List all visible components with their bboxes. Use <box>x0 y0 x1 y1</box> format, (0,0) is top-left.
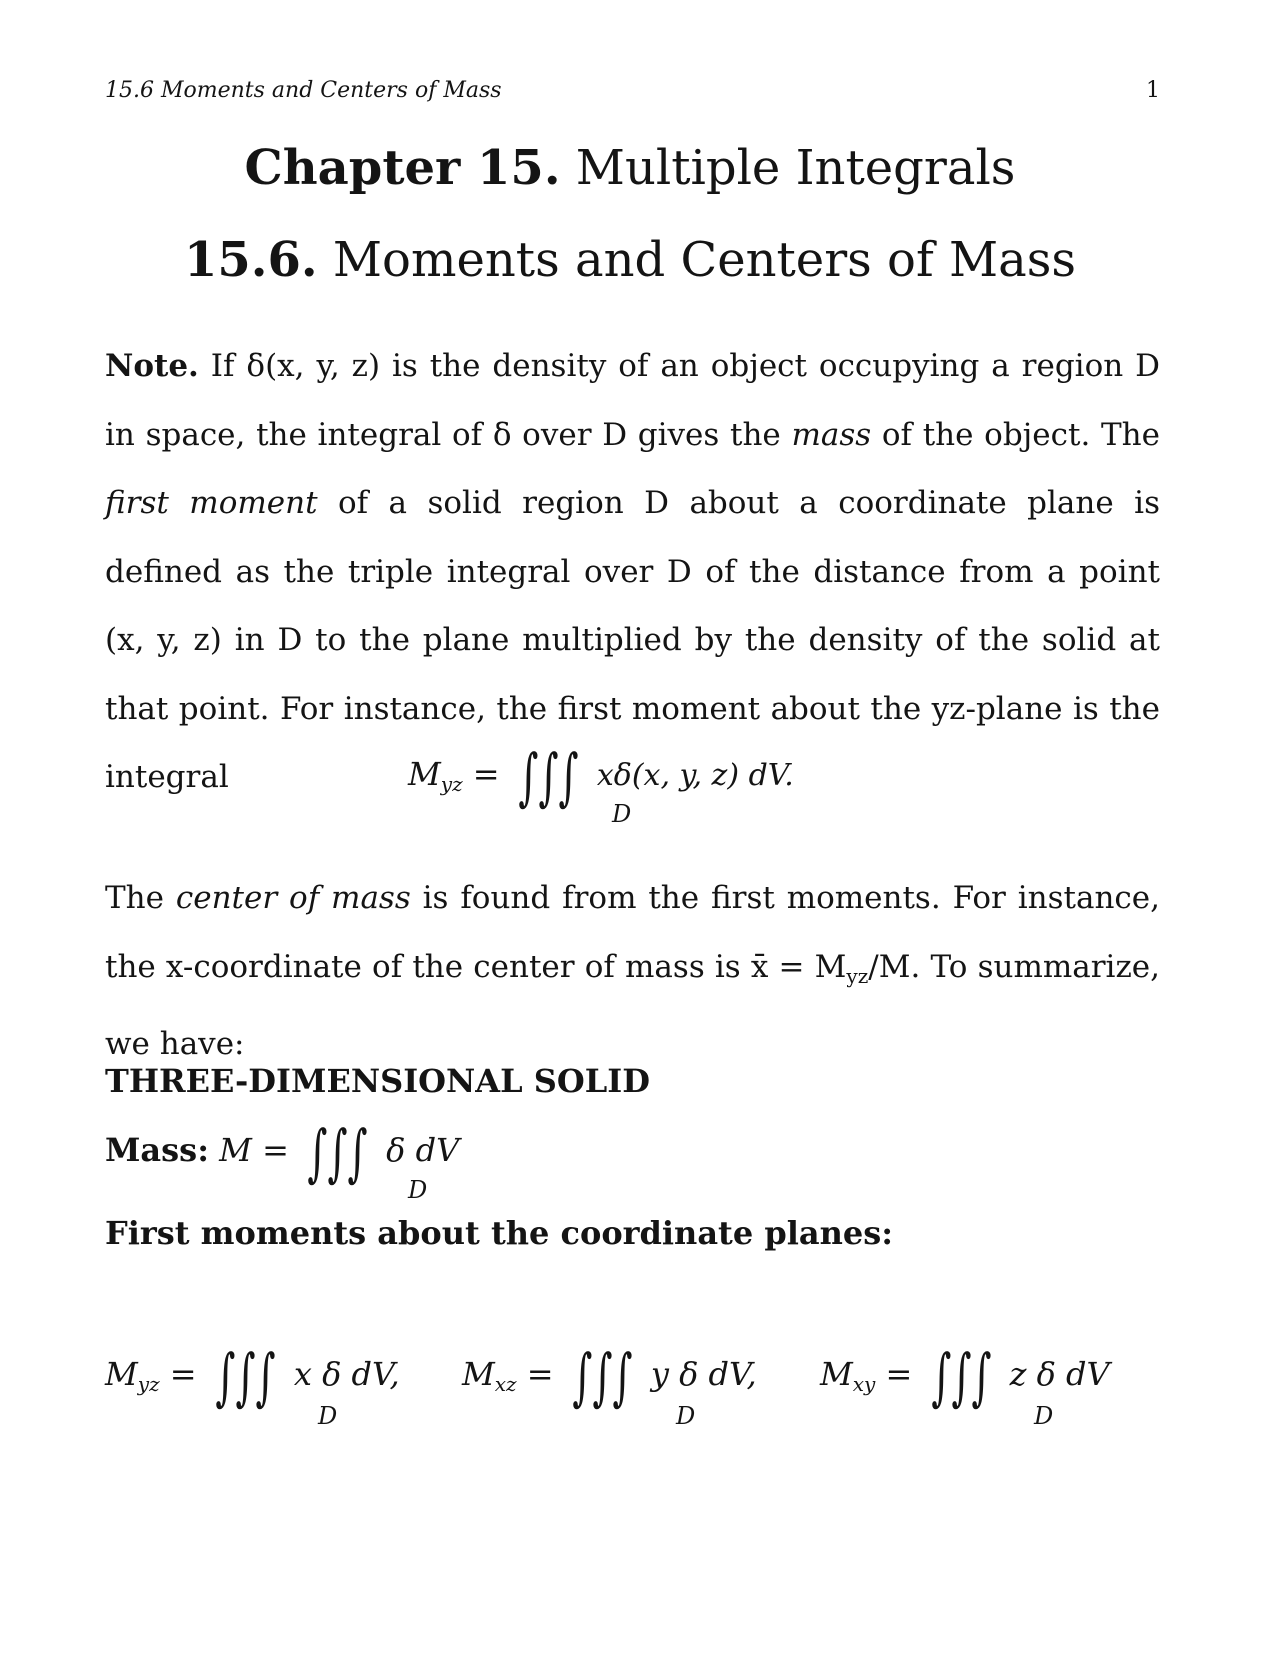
mass-equation <box>105 1116 459 1189</box>
section-name: Moments and Centers of Mass <box>332 232 1076 288</box>
mass-lhs: M = <box>219 1131 289 1169</box>
moment-yz-region: D <box>318 1402 338 1430</box>
myz-lhs-sub: yz <box>440 772 463 796</box>
page-number: 1 <box>1146 78 1160 103</box>
note-label: Note. <box>105 348 199 384</box>
moment-sub: xz <box>494 1372 517 1396</box>
center-text-1: The <box>105 880 176 916</box>
moment-integrand: y δ dV, <box>650 1355 757 1393</box>
chapter-number: Chapter 15. <box>244 140 561 196</box>
myz-equals: = <box>472 755 500 793</box>
integral-sign-icon: ∫∫∫ <box>215 1340 276 1413</box>
myz-equation <box>408 740 794 813</box>
moment-xy-region: D <box>1034 1402 1054 1430</box>
moment-integrand: z δ dV <box>1009 1355 1110 1393</box>
mass-label: Mass: <box>105 1131 209 1169</box>
moments-heading: First moments about the coordinate planes: <box>105 1214 894 1252</box>
running-header: 15.6 Moments and Centers of Mass <box>105 78 502 103</box>
integral-sign-icon: ∫∫∫ <box>572 1340 633 1413</box>
moment-integrand: x δ dV, <box>293 1355 400 1393</box>
chapter-title <box>0 140 1260 196</box>
moment-lhs: M <box>105 1355 138 1393</box>
moment-sub: xy <box>852 1372 876 1396</box>
first-moment-term: first moment <box>105 485 318 521</box>
moment-sub: yz <box>137 1372 160 1396</box>
solid-heading: THREE-DIMENSIONAL SOLID <box>105 1062 650 1100</box>
note-text-2: of the object. The <box>871 416 1160 453</box>
center-paragraph <box>105 864 1160 1079</box>
mass-term: mass <box>791 416 872 453</box>
center-sub: yz <box>846 963 869 988</box>
mass-region: D <box>408 1176 428 1204</box>
integral-sign-icon: ∫∫∫ <box>307 1116 368 1189</box>
section-number: 15.6. <box>184 232 318 288</box>
myz-region: D <box>612 800 632 828</box>
moment-lhs: M <box>462 1355 495 1393</box>
moment-yz: $M_{yz}$ = ∫∫∫ x δ dV, <box>105 1340 400 1413</box>
integral-sign-icon: ∫∫∫ <box>518 740 579 813</box>
mass-integrand: δ dV <box>386 1131 460 1169</box>
moment-xz: $M_{xz}$ = ∫∫∫ y δ dV, <box>462 1340 757 1413</box>
center-text-3: /M. To summarize, we have: <box>105 948 1160 1062</box>
moment-lhs: M <box>820 1355 853 1393</box>
note-text-1: If δ(x, y, z) is the density of an object occupying a region D in space, the integral of δ over D gives the <box>105 348 1160 453</box>
myz-integrand: xδ(x, y, z) dV. <box>596 758 794 793</box>
center-text-2: is found from the first moments. For instance, the x-coordinate of the center of mass is x̄ = M <box>105 880 1160 985</box>
section-title <box>0 232 1260 288</box>
integral-sign-icon: ∫∫∫ <box>930 1340 991 1413</box>
center-of-mass-term: center of mass <box>175 880 411 916</box>
moment-xy: $M_{xy}$ = ∫∫∫ z δ dV <box>820 1340 1110 1413</box>
note-text-3: of a solid region D about a coordinate plane is defined as the triple integral over D of the distance from a point (x, y, z) in D to the plane multiplied by the density of the solid at that point. For instance, the first moment about the yz-plane is the integral <box>105 485 1160 795</box>
myz-lhs: M <box>408 755 441 793</box>
moment-xz-region: D <box>676 1402 696 1430</box>
chapter-name: Multiple Integrals <box>575 140 1016 196</box>
